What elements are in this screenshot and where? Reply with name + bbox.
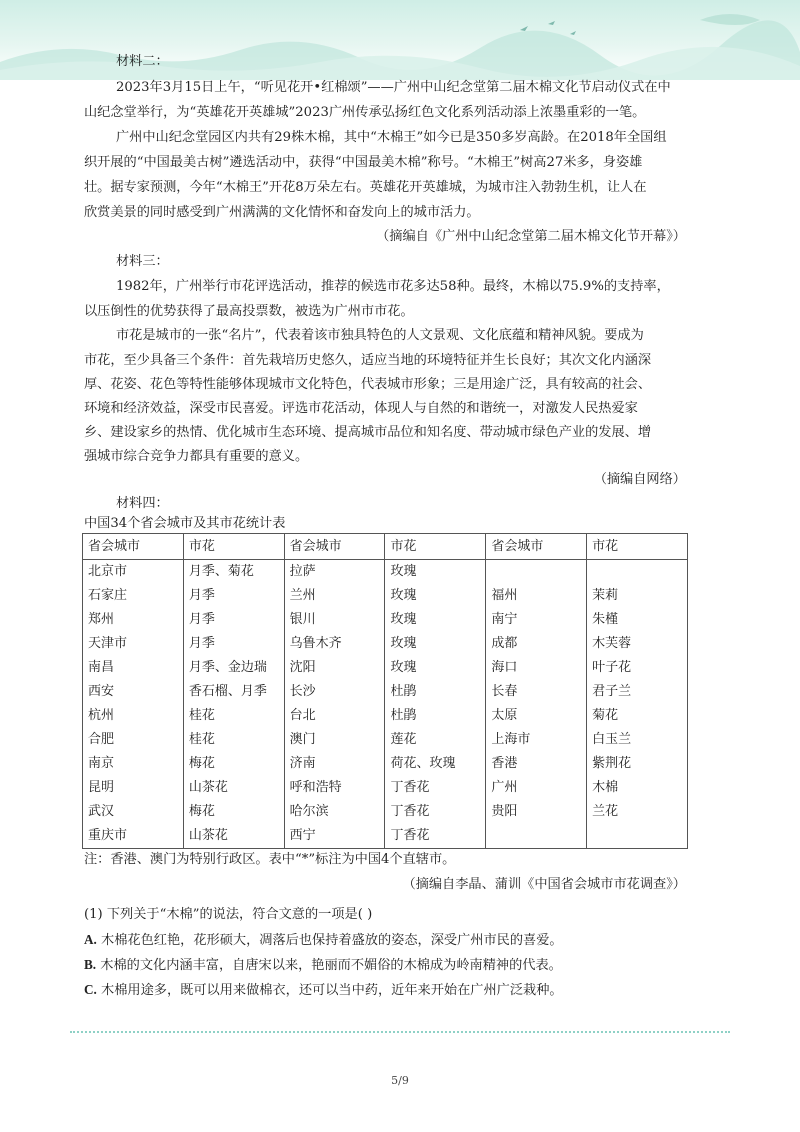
material3-paragraph2-line: 环境和经济效益，深受市民喜爱。评选市花活动，体现人与自然的和谐统一，对激发人民热爱家 [84,401,638,416]
flower-cell: 杜鹃 [385,680,486,704]
city-cell: 呼和浩特 [284,776,385,800]
material2-paragraph2-line: 欣赏美景的同时感受到广州满满的文化情怀和奋发向上的城市活力。 [84,205,480,220]
city-cell: 上海市 [486,728,587,752]
flower-cell: 月季 [183,632,284,656]
flower-cell: 月季、菊花 [183,560,284,585]
city-cell: 香港 [486,752,587,776]
city-cell: 澳门 [284,728,385,752]
city-cell: 台北 [284,704,385,728]
city-cell: 沈阳 [284,656,385,680]
table-row [83,704,688,728]
column-header: 省会城市 [83,534,184,560]
flower-cell: 木芙蓉 [587,632,688,656]
city-cell: 银川 [284,608,385,632]
option-b [84,953,562,978]
city-cell: 成都 [486,632,587,656]
flower-cell: 玫瑰 [385,656,486,680]
city-cell: 哈尔滨 [284,800,385,824]
table-body [83,560,688,849]
flower-cell: 月季 [183,608,284,632]
table-row [83,752,688,776]
question-stem: (1) 下列关于“木棉”的说法，符合文意的一项是( ) [84,907,373,922]
flower-cell: 月季 [183,584,284,608]
city-cell: 福州 [486,584,587,608]
flower-cell: 桂花 [183,704,284,728]
city-cell: 天津市 [83,632,184,656]
flower-cell: 玫瑰 [385,608,486,632]
table-row [83,608,688,632]
city-cell [486,824,587,849]
table-row [83,776,688,800]
city-cell: 石家庄 [83,584,184,608]
city-cell [486,560,587,585]
city-cell: 海口 [486,656,587,680]
flower-cell: 玫瑰 [385,632,486,656]
flower-cell: 丁香花 [385,824,486,849]
flower-cell: 丁香花 [385,800,486,824]
flower-cell: 梅花 [183,752,284,776]
material2-paragraph1-line: 山纪念堂举行，为“英雄花开英雄城”2023广州传承弘扬红色文化系列活动添上浓墨重彩的一笔。 [84,105,646,120]
material3-heading: 材料三： [116,254,169,269]
city-cell: 郑州 [83,608,184,632]
flower-cell: 香石榴、月季 [183,680,284,704]
flower-cell: 月季、金边瑞 [183,656,284,680]
material2-paragraph2-line: 广州中山纪念堂园区内共有29株木棉，其中“木棉王”如今已是350多岁高龄。在2018年全国组 [116,130,667,145]
option-a [84,928,563,953]
table-header-row [83,534,688,560]
city-cell: 太原 [486,704,587,728]
city-cell: 长沙 [284,680,385,704]
material3-source: （摘编自网络） [593,472,686,487]
city-cell: 重庆市 [83,824,184,849]
material2-heading: 材料二： [116,54,169,69]
table-row [83,728,688,752]
city-cell: 杭州 [83,704,184,728]
flower-cell: 茉莉 [587,584,688,608]
material2-paragraph2-line: 织开展的“中国最美古树”遴选活动中，获得“中国最美木棉”称号。“木棉王”树高27米多，身姿雄 [84,155,643,170]
city-cell: 西安 [83,680,184,704]
flower-cell: 玫瑰 [385,560,486,585]
flower-cell: 叶子花 [587,656,688,680]
table-caption: 中国34个省会城市及其市花统计表 [84,516,286,531]
table-row [83,656,688,680]
material3-paragraph2-line: 市花，至少具备三个条件：首先栽培历史悠久，适应当地的环境特征并生长良好；其次文化内涵深 [84,353,652,368]
footer-divider [70,1031,730,1033]
city-flower-table [82,533,688,849]
flower-cell: 山茶花 [183,776,284,800]
flower-cell [587,824,688,849]
flower-cell: 梅花 [183,800,284,824]
flower-cell: 君子兰 [587,680,688,704]
material4-heading: 材料四： [116,496,169,511]
table-row [83,560,688,585]
flower-cell: 山茶花 [183,824,284,849]
flower-cell: 木棉 [587,776,688,800]
material2-paragraph1-line: 2023年3月15日上午，“听见花开•红棉颂”——广州中山纪念堂第二届木棉文化节启动仪式在中 [116,80,671,95]
flower-cell: 白玉兰 [587,728,688,752]
city-cell: 乌鲁木齐 [284,632,385,656]
material3-paragraph2-line: 市花是城市的一张“名片”，代表着该市独具特色的人文景观、文化底蕴和精神风貌。要成为 [116,328,644,343]
flower-cell: 莲花 [385,728,486,752]
option-letter: A. [84,932,97,947]
city-cell: 南昌 [83,656,184,680]
table-note: 注：香港、澳门为特别行政区。表中“*”标注为中国4个直辖市。 [84,852,456,867]
column-header: 省会城市 [486,534,587,560]
page-number: 5/9 [391,1074,409,1087]
flower-cell: 紫荆花 [587,752,688,776]
flower-cell [587,560,688,585]
city-cell: 南京 [83,752,184,776]
material3-paragraph2-line: 强城市综合竞争力都具有重要的意义。 [84,449,309,464]
option-letter: C. [84,982,97,997]
city-cell: 广州 [486,776,587,800]
option-text: 木棉用途多，既可以用来做棉衣，还可以当中药，近年来开始在广州广泛栽种。 [101,983,563,998]
material3-paragraph1-line: 以压倒性的优势获得了最高投票数，被选为广州市市花。 [84,304,414,319]
table-row [83,824,688,849]
flower-cell: 桂花 [183,728,284,752]
flower-cell: 丁香花 [385,776,486,800]
city-cell: 北京市 [83,560,184,585]
flower-cell: 荷花、玫瑰 [385,752,486,776]
city-cell: 贵阳 [486,800,587,824]
column-header: 市花 [587,534,688,560]
material2-paragraph2-line: 壮。据专家预测，今年“木棉王”开花8万朵左右。英雄花开英雄城，为城市注入勃勃生机，让人在 [84,180,647,195]
flower-cell: 玫瑰 [385,584,486,608]
material3-paragraph2-line: 乡、建设家乡的热情、优化城市生态环境、提高城市品位和知名度、带动城市绿色产业的发展、增 [84,425,652,440]
flower-cell: 朱槿 [587,608,688,632]
column-header: 市花 [385,534,486,560]
table-row [83,584,688,608]
material3-paragraph2-line: 厚、花姿、花色等特性能够体现城市文化特色，代表城市形象；三是用途广泛，具有较高的社会、 [84,377,652,392]
city-cell: 济南 [284,752,385,776]
flower-cell: 菊花 [587,704,688,728]
city-cell: 长春 [486,680,587,704]
city-cell: 合肥 [83,728,184,752]
city-cell: 兰州 [284,584,385,608]
option-text: 木棉的文化内涵丰富，自唐宋以来，艳丽而不媚俗的木棉成为岭南精神的代表。 [100,958,562,973]
table-row [83,800,688,824]
table-row [83,680,688,704]
flower-cell: 兰花 [587,800,688,824]
material2-source: （摘编自《广州中山纪念堂第二届木棉文化节开幕》） [376,229,686,244]
city-cell: 武汉 [83,800,184,824]
option-letter: B. [84,957,97,972]
column-header: 市花 [183,534,284,560]
option-text: 木棉花色红艳，花形硕大，凋落后也保持着盛放的姿态，深受广州市民的喜爱。 [101,933,563,948]
material3-paragraph1-line: 1982年，广州举行市花评选活动，推荐的候选市花多达58种。最终，木棉以75.9%的支持率， [116,279,670,294]
table-row [83,632,688,656]
material4-source: （摘编自李晶、蒲训《中国省会城市市花调查》） [402,877,686,892]
option-c [84,978,563,1003]
city-cell: 西宁 [284,824,385,849]
city-cell: 拉萨 [284,560,385,585]
city-cell: 南宁 [486,608,587,632]
city-cell: 昆明 [83,776,184,800]
flower-cell: 杜鹃 [385,704,486,728]
column-header: 省会城市 [284,534,385,560]
